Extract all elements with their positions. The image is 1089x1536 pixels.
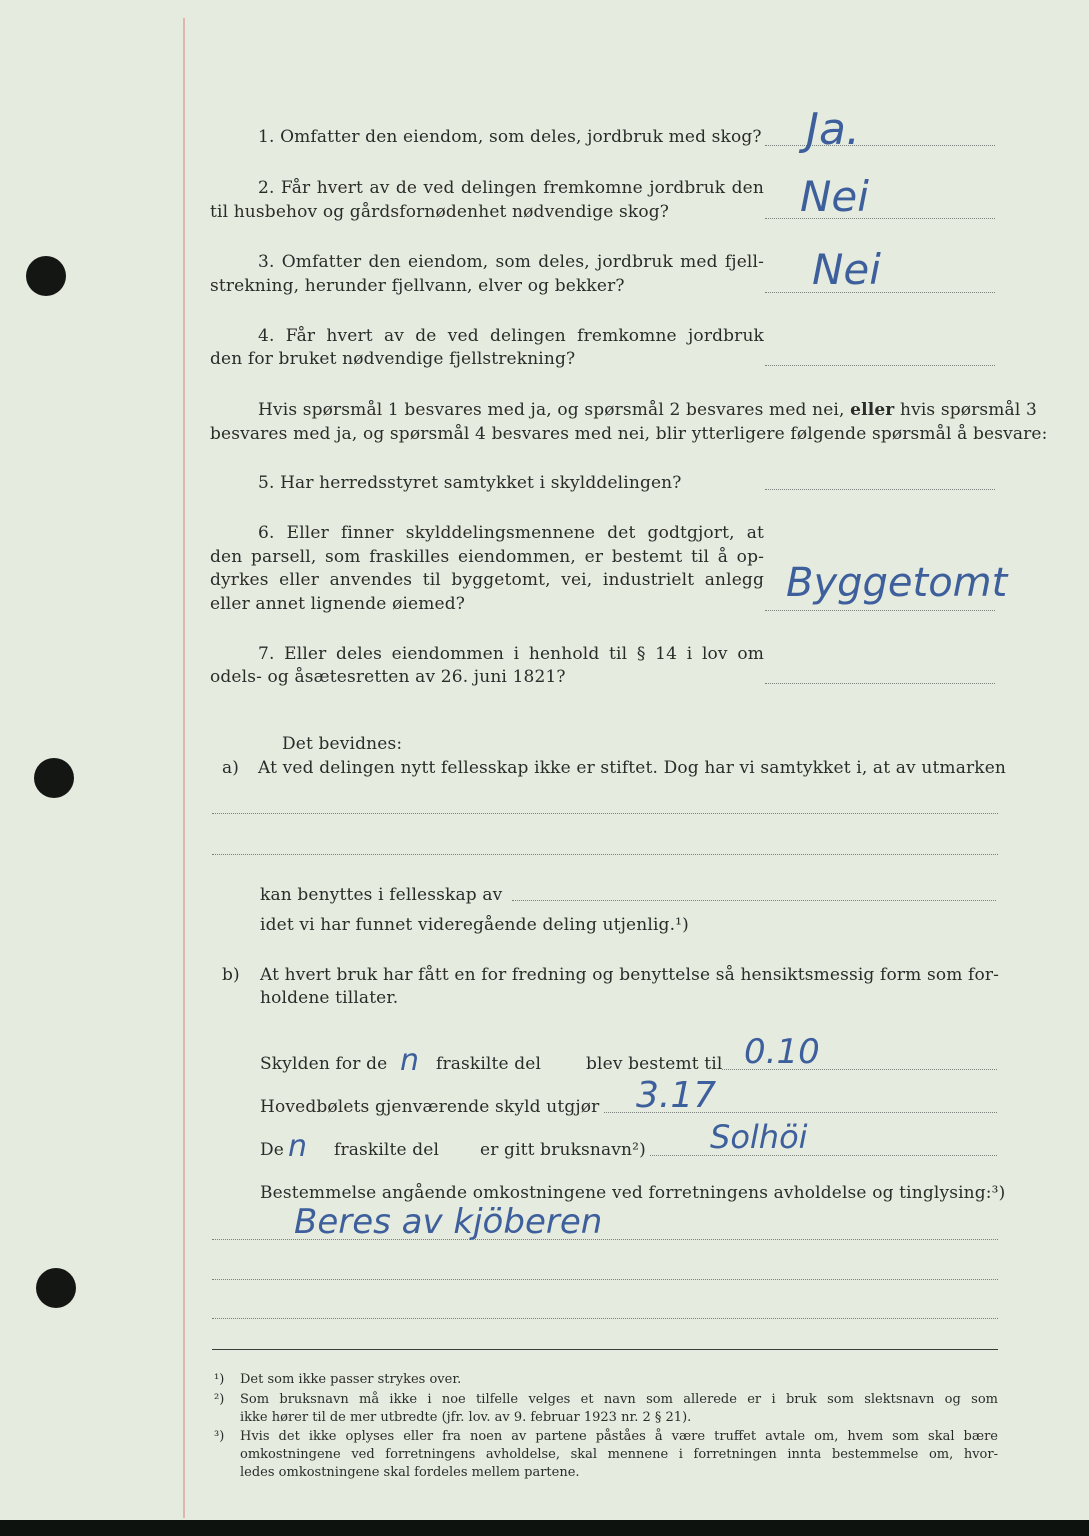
idet-text: idet vi har funnet videregående deling utjenlig.¹) bbox=[260, 915, 689, 935]
skyld-label-a: Skylden for de bbox=[260, 1054, 388, 1074]
condition-line-1: Hvis spørsmål 1 besvares med ja, og spørsmål 2 besvares med nei, eller hvis spørsmål 3 bbox=[258, 400, 1037, 420]
question-6-line-2: den parsell, som fraskilles eiendommen, er bestemt til å op- bbox=[210, 547, 764, 567]
scan-bottom-edge bbox=[0, 1520, 1089, 1536]
bestemmelse-line-2 bbox=[212, 1279, 998, 1280]
bevidnes-heading: Det bevidnes: bbox=[282, 734, 403, 754]
answer-1: Ja. bbox=[806, 104, 860, 155]
punch-hole-middle bbox=[34, 758, 74, 798]
answer-line-1 bbox=[765, 145, 995, 146]
skyld-hw-n: n bbox=[400, 1043, 420, 1078]
bruksnavn-hw-n: n bbox=[288, 1129, 308, 1164]
question-1: 1. Omfatter den eiendom, som deles, jordbruk med skog? bbox=[258, 127, 762, 147]
blank-line-a-1 bbox=[212, 813, 998, 814]
question-3-line-1: 3. Omfatter den eiendom, som deles, jordbruk med fjell- bbox=[258, 252, 764, 272]
question-4-line-1: 4. Får hvert av de ved delingen fremkomne jordbruk bbox=[258, 326, 764, 346]
footnote-1-line-1: Det som ikke passer strykes over. bbox=[240, 1372, 462, 1387]
bruksnavn-label-c: er gitt bruksnavn²) bbox=[480, 1140, 646, 1160]
item-b-line-2: holdene tillater. bbox=[260, 988, 399, 1008]
item-a-text: At ved delingen nytt fellesskap ikke er stiftet. Dog har vi samtykket i, at av utmarken bbox=[258, 758, 1007, 778]
answer-line-6 bbox=[765, 610, 995, 611]
footnote-3-line-3: ledes omkostningene skal fordeles mellem partene. bbox=[240, 1465, 580, 1480]
footnote-3-line-1: Hvis det ikke oplyses eller fra noen av partene påståes å være truffet avtale om, hvem som skal bære bbox=[240, 1429, 998, 1444]
question-6-line-1: 6. Eller finner skylddelingsmennene det godtgjort, at bbox=[258, 523, 764, 543]
skyld-label-c: blev bestemt til bbox=[586, 1054, 723, 1074]
question-7-line-2: odels- og åsætesretten av 26. juni 1821? bbox=[210, 667, 566, 687]
hovedbol-value: 3.17 bbox=[636, 1075, 717, 1116]
question-3-line-2: strekning, herunder fjellvann, elver og bekker? bbox=[210, 276, 625, 296]
answer-line-5 bbox=[765, 489, 995, 490]
bruksnavn-value: Solhöi bbox=[710, 1118, 808, 1156]
item-b-line-1: At hvert bruk har fått en for fredning og benyttelse så hensiktsmessig form som for- bbox=[260, 965, 1000, 985]
footnote-separator bbox=[212, 1349, 998, 1350]
punch-hole-top bbox=[26, 256, 66, 296]
condition-line-2: besvares med ja, og spørsmål 4 besvares med nei, blir ytterligere følgende spørsmål å besvare: bbox=[210, 424, 1048, 444]
footnote-1-mark: ¹) bbox=[214, 1372, 225, 1387]
margin-line bbox=[183, 18, 185, 1518]
answer-line-7 bbox=[765, 683, 995, 684]
question-7-line-1: 7. Eller deles eiendommen i henhold til § 14 i lov om bbox=[258, 644, 764, 664]
answer-line-4 bbox=[765, 365, 995, 366]
footnote-2-line-1: Som bruksnavn må ikke i noe tilfelle velges et navn som allerede er i bruk som slektsnavn og som bbox=[240, 1392, 998, 1407]
fellesskap-label: kan benyttes i fellesskap av bbox=[260, 885, 503, 905]
item-a-label: a) bbox=[222, 758, 240, 778]
question-4-line-2: den for bruket nødvendige fjellstrekning? bbox=[210, 349, 576, 369]
footnote-2-line-2: ikke hører til de mer utbredte (jfr. lov. av 9. februar 1923 nr. 2 § 21). bbox=[240, 1410, 692, 1425]
answer-6: Byggetomt bbox=[786, 560, 1008, 606]
skyld-value: 0.10 bbox=[744, 1032, 820, 1072]
footnote-2-mark: ²) bbox=[214, 1392, 225, 1407]
bruksnavn-line bbox=[650, 1155, 997, 1156]
question-6-line-4: eller annet lignende øiemed? bbox=[210, 594, 466, 614]
hovedbol-label: Hovedbølets gjenværende skyld utgjør bbox=[260, 1097, 600, 1117]
bestemmelse-value: Beres av kjöberen bbox=[294, 1202, 603, 1242]
bruksnavn-label-a: De bbox=[260, 1140, 284, 1160]
bestemmelse-line-3 bbox=[212, 1318, 998, 1319]
question-6-line-3: dyrkes eller anvendes til byggetomt, vei, industrielt anlegg bbox=[210, 570, 764, 590]
fellesskap-line bbox=[512, 900, 996, 901]
question-5: 5. Har herredsstyret samtykket i skylddelingen? bbox=[258, 473, 682, 493]
blank-line-a-2 bbox=[212, 854, 998, 855]
bruksnavn-label-b: fraskilte del bbox=[334, 1140, 440, 1160]
item-b-label: b) bbox=[222, 965, 240, 985]
answer-3: Nei bbox=[812, 245, 881, 294]
bestemmelse-line-1 bbox=[212, 1239, 998, 1240]
skyld-label-b: fraskilte del bbox=[436, 1054, 542, 1074]
punch-hole-bottom bbox=[36, 1268, 76, 1308]
question-2-line-2: til husbehov og gårdsfornødenhet nødvendige skog? bbox=[210, 202, 670, 222]
bestemmelse-label: Bestemmelse angående omkostningene ved forretningens avholdelse og tinglysing:³) bbox=[260, 1183, 1006, 1203]
footnote-3-mark: ³) bbox=[214, 1429, 225, 1444]
answer-2: Nei bbox=[800, 172, 869, 221]
footnote-3-line-2: omkostningene ved forretningens avholdelse, skal mennene i forretningen innta bestemmelse om, hvor- bbox=[240, 1447, 998, 1462]
question-2-line-1: 2. Får hvert av de ved delingen fremkomne jordbruk den bbox=[258, 178, 764, 198]
